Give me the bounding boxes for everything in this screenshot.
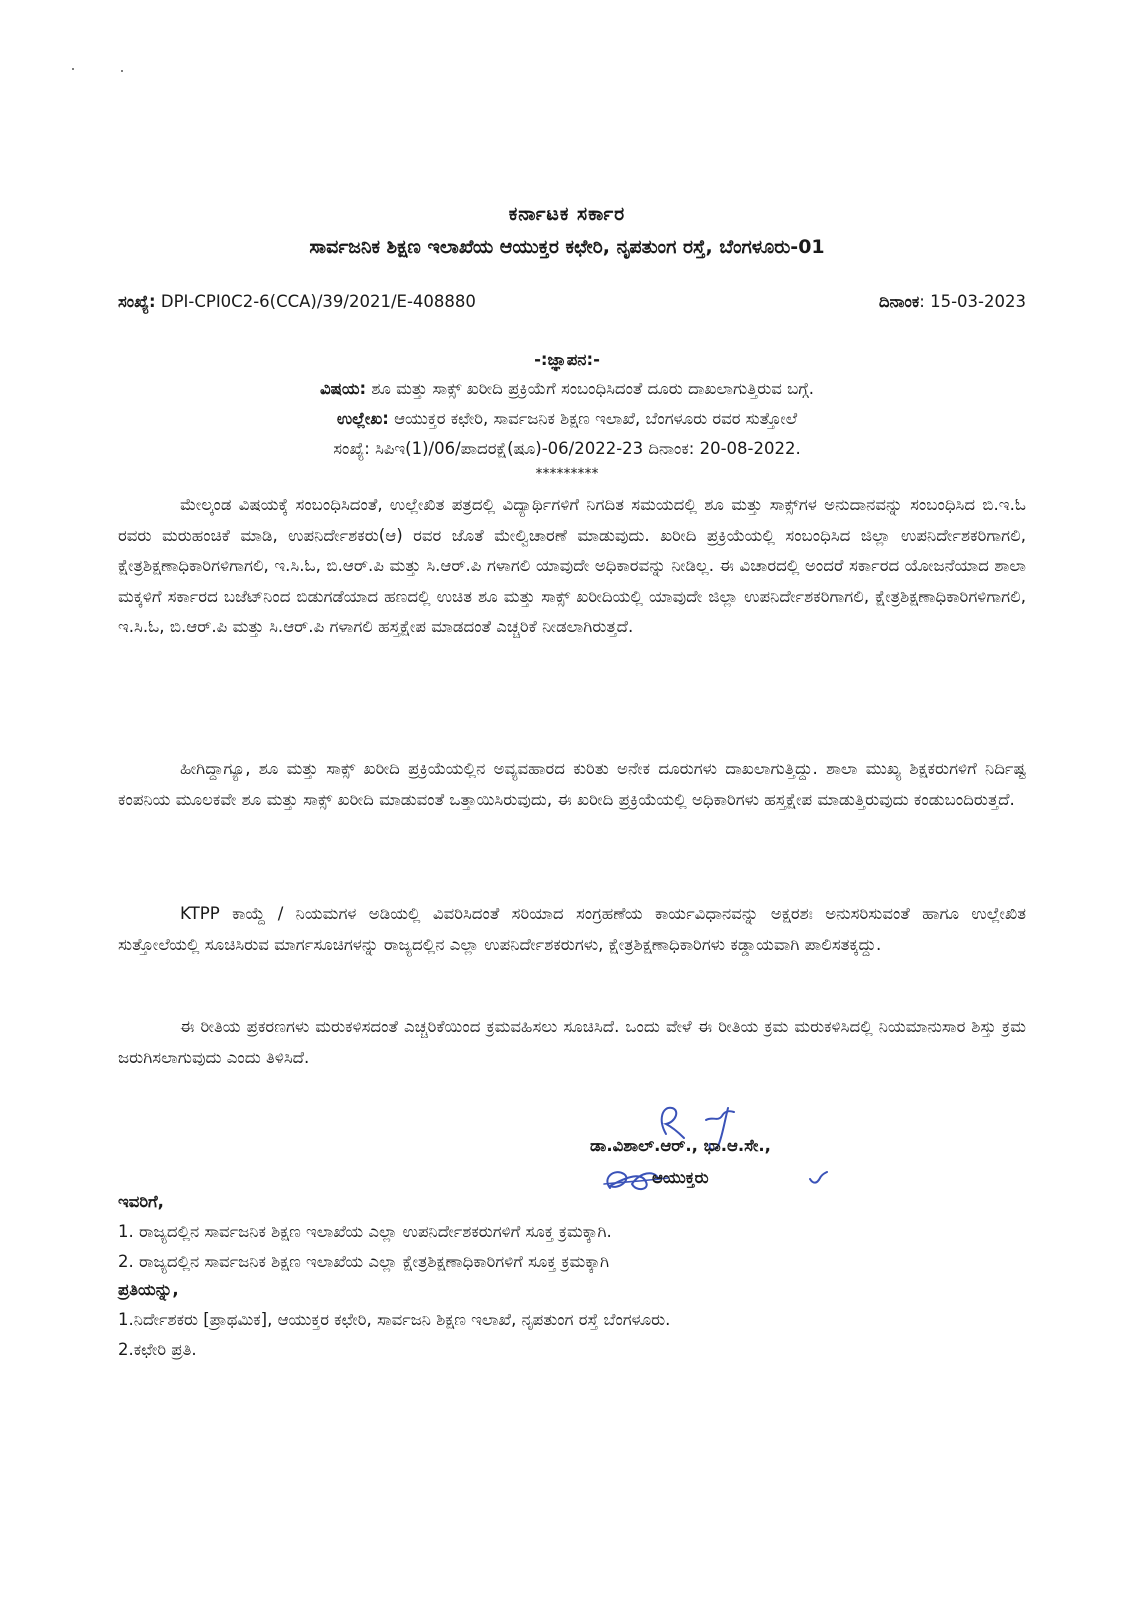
office-address: ಸಾರ್ವಜನಿಕ ಶಿಕ್ಷಣ ಇಲಾಖೆಯ ಆಯುಕ್ತರ ಕಛೇರಿ, ನೃಪತುಂಗ ರಸ್ತೆ, ಬೆಂಗಳೂರು-01 [309,236,825,258]
initial-mark-icon [808,1170,828,1186]
memo-subject: ವಿಷಯ: ಶೂ ಮತ್ತು ಸಾಕ್ಸ್ ಖರೀದಿ ಪ್ರಕ್ರಿಯೆಗೆ ಸಂಬಂಧಿಸಿದಂತೆ ದೂರು ದಾಖಲಾಗುತ್ತಿರುವ ಬಗ್ಗೆ. [319,379,815,398]
memo-reference: ಉಲ್ಲೇಖ: ಆಯುಕ್ತರ ಕಛೇರಿ, ಸಾರ್ವಜನಿಕ ಶಿಕ್ಷಣ ಇಲಾಖೆ, ಬೆಂಗಳೂರು ರವರ ಸುತ್ತೋಲೆ [336,409,798,428]
separator: ********* [535,466,599,482]
recipient-item: 2. ರಾಜ್ಯದಲ್ಲಿನ ಸಾರ್ವಜನಿಕ ಶಿಕ್ಷಣ ಇಲಾಖೆಯ ಎಲ್ಲಾ ಕ್ಷೇತ್ರಶಿಕ್ಷಣಾಧಿಕಾರಿಗಳಿಗೆ ಸೂಕ್ತ ಕ್ರಮಕ್ಕಾಗಿ [118,1252,610,1271]
copy-item: 1.ನಿರ್ದೇಶಕರು [ಪ್ರಾಥಮಿಕ], ಆಯುಕ್ತರ ಕಛೇರಿ, ಸಾರ್ವಜನಿ ಶಿಕ್ಷಣ ಇಲಾಖೆ, ನೃಪತುಂಗ ರಸ್ತೆ ಬೆಂಗಳೂರು. [118,1310,671,1329]
signatory-designation: ಆಯುಕ್ತರು [652,1168,709,1187]
copies-heading: ಪ್ರತಿಯನ್ನು, [118,1280,179,1299]
scan-speck [121,70,123,72]
reference-number: ಸಂಖ್ಯೆ: DPI-CPI0C2-6(CCA)/39/2021/E-408880 [118,292,476,311]
recipients-heading: ಇವರಿಗೆ, [118,1192,164,1211]
body-paragraph-1: ಮೇಲ್ಕಂಡ ವಿಷಯಕ್ಕೆ ಸಂಬಂಧಿಸಿದಂತೆ, ಉಲ್ಲೇಖಿತ ಪತ್ರದಲ್ಲಿ ವಿದ್ಯಾರ್ಥಿಗಳಿಗೆ ನಿಗದಿತ ಸಮಯದಲ್ಲಿ ಶೂ ಮತ್ತು ಸಾಕ್ಸ್‌ಗಳ ಅನುದಾನವನ್ನು ಸಂಬಂಧಿಸಿದ ಬಿ.ಇ.ಓ ರವರು ಮರುಹಂಚಿಕೆ ಮಾಡಿ, ಉಪನಿರ್ದೇಶಕರು(ಆ) ರವರ ಜೊತೆ ಮೇಲ್ವಿಚಾರಣೆ ಮಾಡುವುದು. ಖರೀದಿ ಪ್ರಕ್ರಿಯೆಯಲ್ಲಿ ಸಂಬಂಧಿಸಿದ ಜಿಲ್ಲಾ ಉಪನಿರ್ದೇಶಕರಿಗಾಗಲಿ, ಕ್ಷೇತ್ರಶಿಕ್ಷಣಾಧಿಕಾರಿಗಳಿಗಾಗಲಿ, ಇ.ಸಿ.ಓ, ಬಿ.ಆರ್.ಪಿ ಮತ್ತು ಸಿ.ಆರ್.ಪಿ ಗಳಾಗಲಿ ಯಾವುದೇ ಅಧಿಕಾರವನ್ನು ನೀಡಿಲ್ಲ. ಈ ವಿಚಾರದಲ್ಲಿ ಅಂದರೆ ಸರ್ಕಾರದ ಯೋಜನೆಯಾದ ಶಾಲಾ ಮಕ್ಕಳಿಗೆ ಸರ್ಕಾರದ ಬಜೆಟ್‌ನಿಂದ ಬಿಡುಗಡೆಯಾದ ಹಣದಲ್ಲಿ ಉಚಿತ ಶೂ ಮತ್ತು ಸಾಕ್ಸ್ ಖರೀದಿಯಲ್ಲಿ ಯಾವುದೇ ಜಿಲ್ಲಾ ಉಪನಿರ್ದೇಶಕರಿಗಾಗಲಿ, ಕ್ಷೇತ್ರಶಿಕ್ಷಣಾಧಿಕಾರಿಗಳಿಗಾಗಲಿ, ಇ.ಸಿ.ಓ, ಬಿ.ಆರ್.ಪಿ ಮತ್ತು ಸಿ.ಆರ್.ಪಿ ಗಳಾಗಲಿ ಹಸ್ತಕ್ಷೇಪ ಮಾಡದಂತೆ ಎಚ್ಚರಿಕೆ ನೀಡಲಾಗಿರುತ್ತದೆ. [118,495,1026,636]
recipient-item: 1. ರಾಜ್ಯದಲ್ಲಿನ ಸಾರ್ವಜನಿಕ ಶಿಕ್ಷಣ ಇಲಾಖೆಯ ಎಲ್ಲಾ ಉಪನಿರ್ದೇಶಕರುಗಳಿಗೆ ಸೂಕ್ತ ಕ್ರಮಕ್ಕಾಗಿ. [118,1222,612,1241]
memo-reference-number: ಸಂಖ್ಯೆ: ಸಿಪಿಇ(1)/06/ಪಾದರಕ್ಷೆ(ಷೂ)-06/2022-23 ದಿನಾಂಕ: 20-08-2022. [333,439,801,458]
signatory-name: ಡಾ.ವಿಶಾಲ್.ಆರ್., ಭಾ.ಆ.ಸೇ., [590,1136,771,1155]
body-paragraph-4: ಈ ರೀತಿಯ ಪ್ರಕರಣಗಳು ಮರುಕಳಿಸದಂತೆ ಎಚ್ಚರಿಕೆಯಿಂದ ಕ್ರಮವಹಿಸಲು ಸೂಚಿಸಿದೆ. ಒಂದು ವೇಳೆ ಈ ರೀತಿಯ ಕ್ರಮ ಮರುಕಳಿಸಿದಲ್ಲಿ ನಿಯಮಾನುಸಾರ ಶಿಸ್ತು ಕ್ರಮ ಜರುಗಿಸಲಾಗುವುದು ಎಂದು ತಿಳಿಸಿದೆ. [118,1017,1026,1067]
body-paragraph-2: ಹೀಗಿದ್ದಾಗ್ಯೂ, ಶೂ ಮತ್ತು ಸಾಕ್ಸ್ ಖರೀದಿ ಪ್ರಕ್ರಿಯೆಯಲ್ಲಿನ ಅವ್ಯವಹಾರದ ಕುರಿತು ಅನೇಕ ದೂರುಗಳು ದಾಖಲಾಗುತ್ತಿದ್ದು. ಶಾಲಾ ಮುಖ್ಯ ಶಿಕ್ಷಕರುಗಳಿಗೆ ನಿರ್ದಿಷ್ಟ ಕಂಪನಿಯ ಮೂಲಕವೇ ಶೂ ಮತ್ತು ಸಾಕ್ಸ್ ಖರೀದಿ ಮಾಡುವಂತೆ ಒತ್ತಾಯಿಸಿರುವುದು, ಈ ಖರೀದಿ ಪ್ರಕ್ರಿಯೆಯಲ್ಲಿ ಅಧಿಕಾರಿಗಳು ಹಸ್ತಕ್ಷೇಪ ಮಾಡುತ್ತಿರುವುದು ಕಂಡುಬಂದಿರುತ್ತದೆ. [118,759,1026,809]
body-paragraph-3: KTPP ಕಾಯ್ದೆ / ನಿಯಮಗಳ ಅಡಿಯಲ್ಲಿ ವಿವರಿಸಿದಂತೆ ಸರಿಯಾದ ಸಂಗ್ರಹಣೆಯ ಕಾರ್ಯವಿಧಾನವನ್ನು ಅಕ್ಷರಶಃ ಅನುಸರಿಸುವಂತೆ ಹಾಗೂ ಉಲ್ಲೇಖಿತ ಸುತ್ತೋಲೆಯಲ್ಲಿ ಸೂಚಿಸಿರುವ ಮಾರ್ಗಸೂಚಿಗಳನ್ನು ರಾಜ್ಯದಲ್ಲಿನ ಎಲ್ಲಾ ಉಪನಿರ್ದೇಶಕರುಗಳು, ಕ್ಷೇತ್ರಶಿಕ್ಷಣಾಧಿಕಾರಿಗಳು ಕಡ್ಡಾಯವಾಗಿ ಪಾಲಿಸತಕ್ಕದ್ದು. [118,904,1026,954]
memo-title: -:ಜ್ಞಾಪನ:- [534,350,600,369]
copy-item: 2.ಕಛೇರಿ ಪ್ರತಿ. [118,1340,197,1359]
reference-row [118,292,1026,312]
scan-speck [72,68,74,70]
reference-date: ದಿನಾಂಕ: 15-03-2023 [878,292,1026,311]
government-title: ಕರ್ನಾಟಕ ಸರ್ಕಾರ [508,203,626,225]
